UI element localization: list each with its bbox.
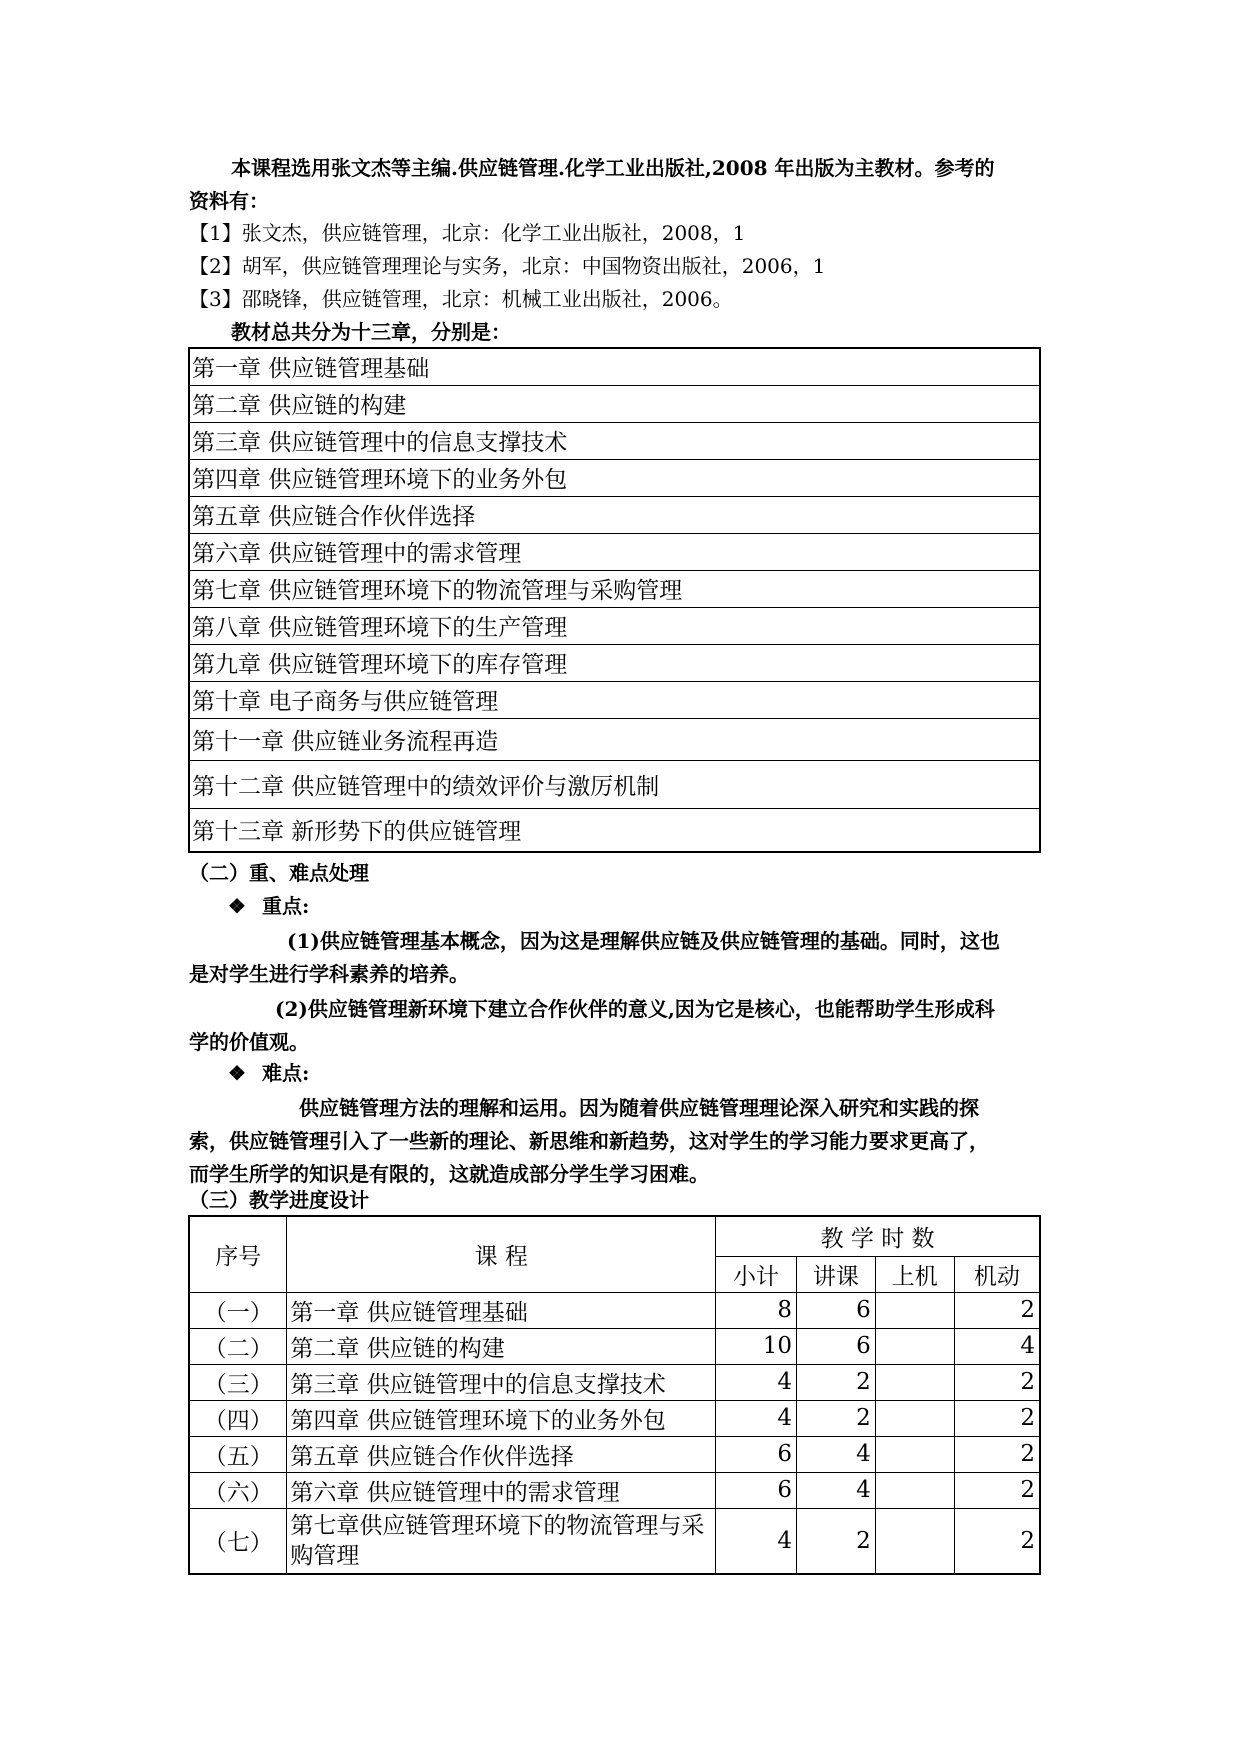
row-lecture: 2 [796,1400,875,1436]
row-flexible: 2 [954,1400,1040,1436]
row-course: 第六章 供应链管理中的需求管理 [287,1472,716,1508]
row-lecture: 4 [796,1436,875,1472]
chapter-row [189,644,1040,681]
chapter-row [189,607,1040,644]
chapter-cell: 第十一章 供应链业务流程再造 [189,718,1040,760]
table-row [189,1292,1040,1328]
difficult-line: 供应链管理方法的理解和运用。因为随着供应链管理理论深入研究和实践的探 [299,1096,979,1120]
intro-paragraph [189,152,1059,218]
chapter-cell: 第七章 供应链管理环境下的物流管理与采购管理 [189,570,1040,607]
reference-item: 【3】邵晓锋，供应链管理，北京：机械工业出版社，2006。 [189,287,733,311]
row-flexible: 4 [954,1328,1040,1364]
reference-item: 【1】张文杰，供应链管理，北京：化学工业出版社，2008，1 [189,221,746,245]
intro-line: 本课程选用张文杰等主编.供应链管理.化学工业出版社,2008 年出版为主教材。参考的 [231,156,995,180]
table-row [189,1472,1040,1508]
row-subtotal: 4 [716,1508,797,1574]
header-lab: 上机 [875,1256,954,1292]
row-lecture: 4 [796,1472,875,1508]
key-point-line: (2)供应链管理新环境下建立合作伙伴的意义,因为它是核心，也能帮助学生形成科 [275,997,995,1021]
header-subtotal: 小计 [716,1256,797,1292]
row-lab [875,1292,954,1328]
row-subtotal: 6 [716,1436,797,1472]
header-seq: 序号 [189,1216,287,1292]
row-flexible: 2 [954,1472,1040,1508]
chapter-row [189,808,1040,852]
table-row [189,1436,1040,1472]
section-title: （三）教学进度设计 [189,1188,369,1212]
key-points-label [228,892,309,920]
row-course: 第二章 供应链的构建 [287,1328,716,1364]
row-lab [875,1328,954,1364]
row-seq: （一） [189,1292,287,1328]
row-course: 第一章 供应链管理基础 [287,1292,716,1328]
header-hours: 教 学 时 数 [716,1216,1040,1256]
diamond-bullet-icon: ❖ [228,1061,246,1085]
row-subtotal: 10 [716,1328,797,1364]
header-lecture: 讲课 [796,1256,875,1292]
row-course: 第四章 供应链管理环境下的业务外包 [287,1400,716,1436]
schedule-table [188,1215,1041,1575]
row-seq: （五） [189,1436,287,1472]
chapter-list-table [188,347,1041,853]
row-seq: （二） [189,1328,287,1364]
chapter-cell: 第十三章 新形势下的供应链管理 [189,808,1040,852]
difficult-line: 索，供应链管理引入了一些新的理论、新思维和新趋势，这对学生的学习能力要求更高了， [189,1129,989,1153]
key-point-paragraph [189,993,1059,1059]
chapter-row [189,496,1040,533]
chapter-cell: 第九章 供应链管理环境下的库存管理 [189,644,1040,681]
row-lab [875,1400,954,1436]
row-seq: （四） [189,1400,287,1436]
chapters-intro: 教材总共分为十三章，分别是： [231,320,511,344]
chapter-cell: 第一章 供应链管理基础 [189,348,1040,385]
chapter-row [189,459,1040,496]
chapter-cell: 第二章 供应链的构建 [189,385,1040,422]
key-point-paragraph [189,925,1059,991]
row-flexible: 2 [954,1436,1040,1472]
row-course: 第七章供应链管理环境下的物流管理与采购管理 [287,1508,716,1574]
chapter-row [189,422,1040,459]
chapter-row [189,570,1040,607]
row-lecture: 6 [796,1292,875,1328]
difficult-line: 而学生所学的知识是有限的，这就造成部分学生学习困难。 [189,1162,709,1186]
row-subtotal: 4 [716,1364,797,1400]
chapter-cell: 第八章 供应链管理环境下的生产管理 [189,607,1040,644]
chapter-row [189,533,1040,570]
row-subtotal: 4 [716,1400,797,1436]
row-flexible: 2 [954,1364,1040,1400]
table-header-row [189,1216,1040,1256]
row-course: 第五章 供应链合作伙伴选择 [287,1436,716,1472]
header-course: 课 程 [287,1216,716,1292]
chapter-row [189,348,1040,385]
row-lab [875,1508,954,1574]
row-lab [875,1436,954,1472]
difficult-label: 难点: [262,1061,310,1085]
chapter-row [189,718,1040,760]
row-lecture: 2 [796,1508,875,1574]
difficult-paragraph [189,1092,1059,1191]
row-subtotal: 8 [716,1292,797,1328]
table-row [189,1328,1040,1364]
intro-line: 资料有： [189,189,269,213]
chapter-cell: 第六章 供应链管理中的需求管理 [189,533,1040,570]
row-lecture: 2 [796,1364,875,1400]
key-point-line: 学的价值观。 [189,1030,309,1054]
key-label: 重点: [262,894,310,918]
chapter-cell: 第三章 供应链管理中的信息支撑技术 [189,422,1040,459]
reference-item: 【2】胡军，供应链管理理论与实务，北京：中国物资出版社，2006，1 [189,254,826,278]
diamond-bullet-icon: ❖ [228,894,246,918]
row-lab [875,1472,954,1508]
row-seq: （三） [189,1364,287,1400]
section-title: （二）重、难点处理 [189,861,369,885]
chapter-cell: 第五章 供应链合作伙伴选择 [189,496,1040,533]
chapter-row [189,760,1040,808]
row-seq: （七） [189,1508,287,1574]
chapter-row [189,385,1040,422]
row-flexible: 2 [954,1508,1040,1574]
row-lab [875,1364,954,1400]
row-seq: （六） [189,1472,287,1508]
key-point-line: (1)供应链管理基本概念，因为这是理解供应链及供应链管理的基础。同时，这也 [287,929,1000,953]
row-lecture: 6 [796,1328,875,1364]
table-row [189,1508,1040,1574]
chapter-cell: 第十二章 供应链管理中的绩效评价与激厉机制 [189,760,1040,808]
chapter-row [189,681,1040,718]
table-row [189,1400,1040,1436]
row-course: 第三章 供应链管理中的信息支撑技术 [287,1364,716,1400]
row-flexible: 2 [954,1292,1040,1328]
chapter-cell: 第十章 电子商务与供应链管理 [189,681,1040,718]
header-flexible: 机动 [954,1256,1040,1292]
chapter-cell: 第四章 供应链管理环境下的业务外包 [189,459,1040,496]
key-point-line: 是对学生进行学科素养的培养。 [189,962,469,986]
row-subtotal: 6 [716,1472,797,1508]
difficult-points-label [228,1059,309,1087]
table-row [189,1364,1040,1400]
